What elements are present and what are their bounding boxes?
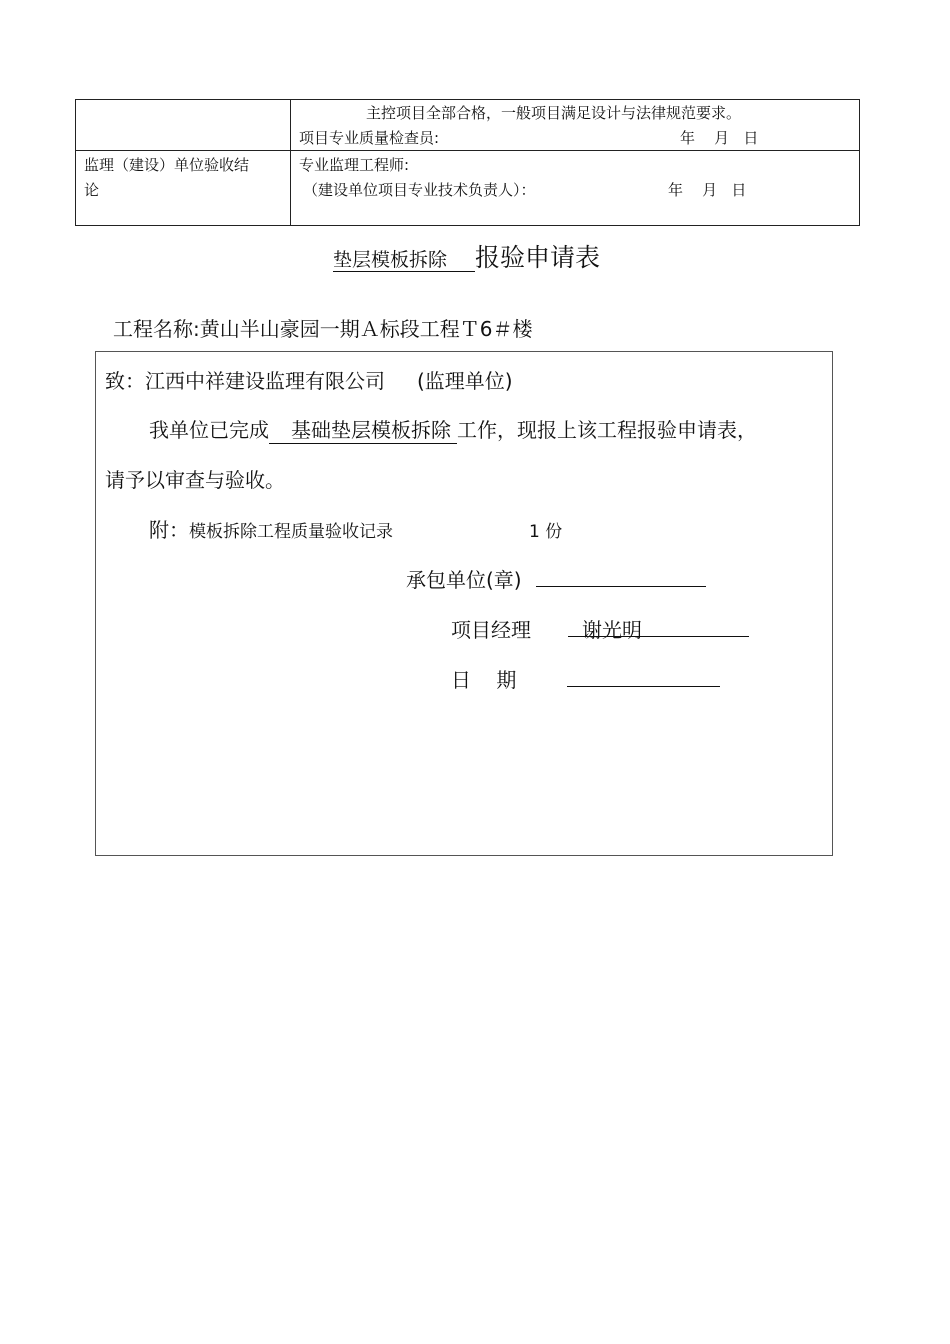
addressee-company: 致：江西中祥建设监理有限公司 xyxy=(105,369,385,393)
body-suffix: 工作，现报上该工程报验申请表， xyxy=(457,418,757,442)
table-divider-horizontal xyxy=(76,150,859,151)
table-row2-date: 年 月 日 xyxy=(668,181,747,199)
form-title-subject: 垫层模板拆除 xyxy=(333,249,475,272)
attachment-item: 模板拆除工程质量验收记录 xyxy=(189,522,393,542)
manager-signature-line xyxy=(568,636,749,637)
addressee xyxy=(105,365,513,394)
form-title xyxy=(333,238,600,274)
contractor-signature-line xyxy=(536,586,706,587)
table-row1-date: 年 月 日 xyxy=(680,129,759,147)
manager-name: 谢光明 xyxy=(582,618,642,642)
table-row2-label-line2: 论 xyxy=(84,181,100,199)
manager-label: 项目经理 xyxy=(451,618,531,642)
table-divider-vertical xyxy=(290,100,291,225)
table-row1-inspector-label: 项目专业质量检查员: xyxy=(299,129,440,147)
form-title-suffix: 报验申请表 xyxy=(475,243,601,272)
body-work: 基础垫层模板拆除 xyxy=(269,414,457,444)
body-line1 xyxy=(149,414,757,444)
attachment-line xyxy=(149,514,393,543)
table-row2-owner-label: （建设单位项目专业技术负责人）： xyxy=(303,181,536,199)
table-row2-label-line1: 监理（建设）单位验收结 xyxy=(84,156,250,174)
contractor-label: 承包单位(章) xyxy=(406,568,522,592)
attachment-label: 附： xyxy=(149,518,189,542)
table-row1-statement: 主控项目全部合格，一般项目满足设计与法律规范要求。 xyxy=(366,104,742,122)
project-name: 工程名称:黄山半山豪园一期Ａ标段工程Ｔ6＃楼 xyxy=(113,317,533,341)
body-prefix: 我单位已完成 xyxy=(149,418,269,442)
body-line2: 请予以审查与验收。 xyxy=(105,468,285,492)
date-label: 日 期 xyxy=(451,668,517,692)
table-row2-supervisor-label: 专业监理工程师: xyxy=(299,156,410,174)
attachment-count: 1 份 xyxy=(529,522,563,542)
date-signature-line xyxy=(567,686,720,687)
addressee-suffix: (监理单位) xyxy=(417,369,513,393)
